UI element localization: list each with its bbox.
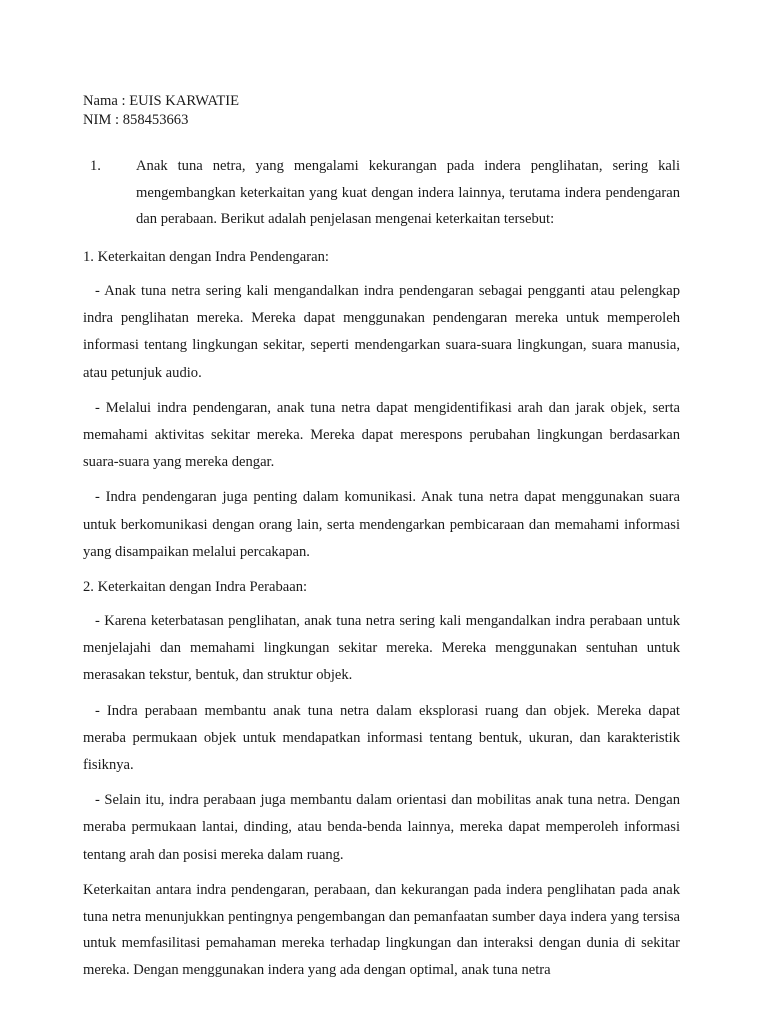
document-body: [83, 244, 680, 992]
student-name: Nama : EUIS KARWATIE: [83, 93, 240, 109]
closing-paragraph: Keterkaitan antara indra pendengaran, perabaan, dan kekurangan pada indera penglihatan pada anak tuna netra menunjukkan pentingnya pengembangan dan pemanfaatan sumber daya indera yang tersisa untuk memfasilitasi pemahaman mereka terhadap lingkungan dan interaksi dengan dunia di sekitar mereka. Dengan menggunakan indera yang ada dengan optimal, anak tuna netra: [83, 881, 680, 979]
paragraph: - Melalui indra pendengaran, anak tuna netra dapat mengidentifikasi arah dan jarak objek, serta memahami aktivitas sekitar mereka. Mereka dapat merespons perubahan lingkungan berdasarkan suara-suara yang mereka dengar.: [83, 399, 680, 471]
section-heading-perabaan: 2. Keterkaitan dengan Indra Perabaan:: [83, 579, 308, 596]
paragraph: - Indra pendengaran juga penting dalam komunikasi. Anak tuna netra dapat menggunakan suara untuk berkomunikasi dengan orang lain, serta mendengarkan pembicaraan dan memahami informasi yang disampaikan melalui percakapan.: [83, 489, 680, 560]
paragraph: - Indra perabaan membantu anak tuna netra dalam eksplorasi ruang dan objek. Mereka dapat meraba permukaan objek untuk mendapatkan informasi tentang bentuk, ukuran, dan karakteristik fisiknya.: [83, 702, 680, 774]
paragraph: - Selain itu, indra perabaan juga membantu dalam orientasi dan mobilitas anak tuna netra. Dengan meraba permukaan lantai, dinding, atau benda-benda lainnya, mereka dapat memperoleh informasi tentang arah dan posisi mereka dalam ruang.: [83, 792, 680, 863]
item-number: 1.: [90, 158, 101, 174]
numbered-item-1: [83, 153, 680, 233]
section-heading-pendengaran: 1. Keterkaitan dengan Indra Pendengaran:: [83, 249, 329, 265]
paragraph: - Anak tuna netra sering kali mengandalkan indra pendengaran sebagai pengganti atau pelengkap indra penglihatan mereka. Mereka dapat menggunakan pendengaran mereka untuk memperoleh informasi tentang lingkungan sekitar, seperti mendengarkan suara-suara lingkungan, suara manusia, atau petunjuk audio.: [83, 283, 680, 381]
document-header: [83, 92, 239, 130]
item-text: Anak tuna netra, yang mengalami kekurangan pada indera penglihatan, sering kali mengembangkan keterkaitan yang kuat dengan indera lainnya, terutama indera pendengaran dan perabaan. Berikut adalah penjelasan mengenai keterkaitan tersebut:: [136, 158, 680, 227]
paragraph: - Karena keterbatasan penglihatan, anak tuna netra sering kali mengandalkan indra perabaan untuk menjelajahi dan memahami lingkungan sekitar mereka. Mereka menggunakan sentuhan untuk merasakan tekstur, bentuk, dan struktur objek.: [83, 613, 680, 684]
student-nim: NIM : 858453663: [83, 112, 189, 128]
